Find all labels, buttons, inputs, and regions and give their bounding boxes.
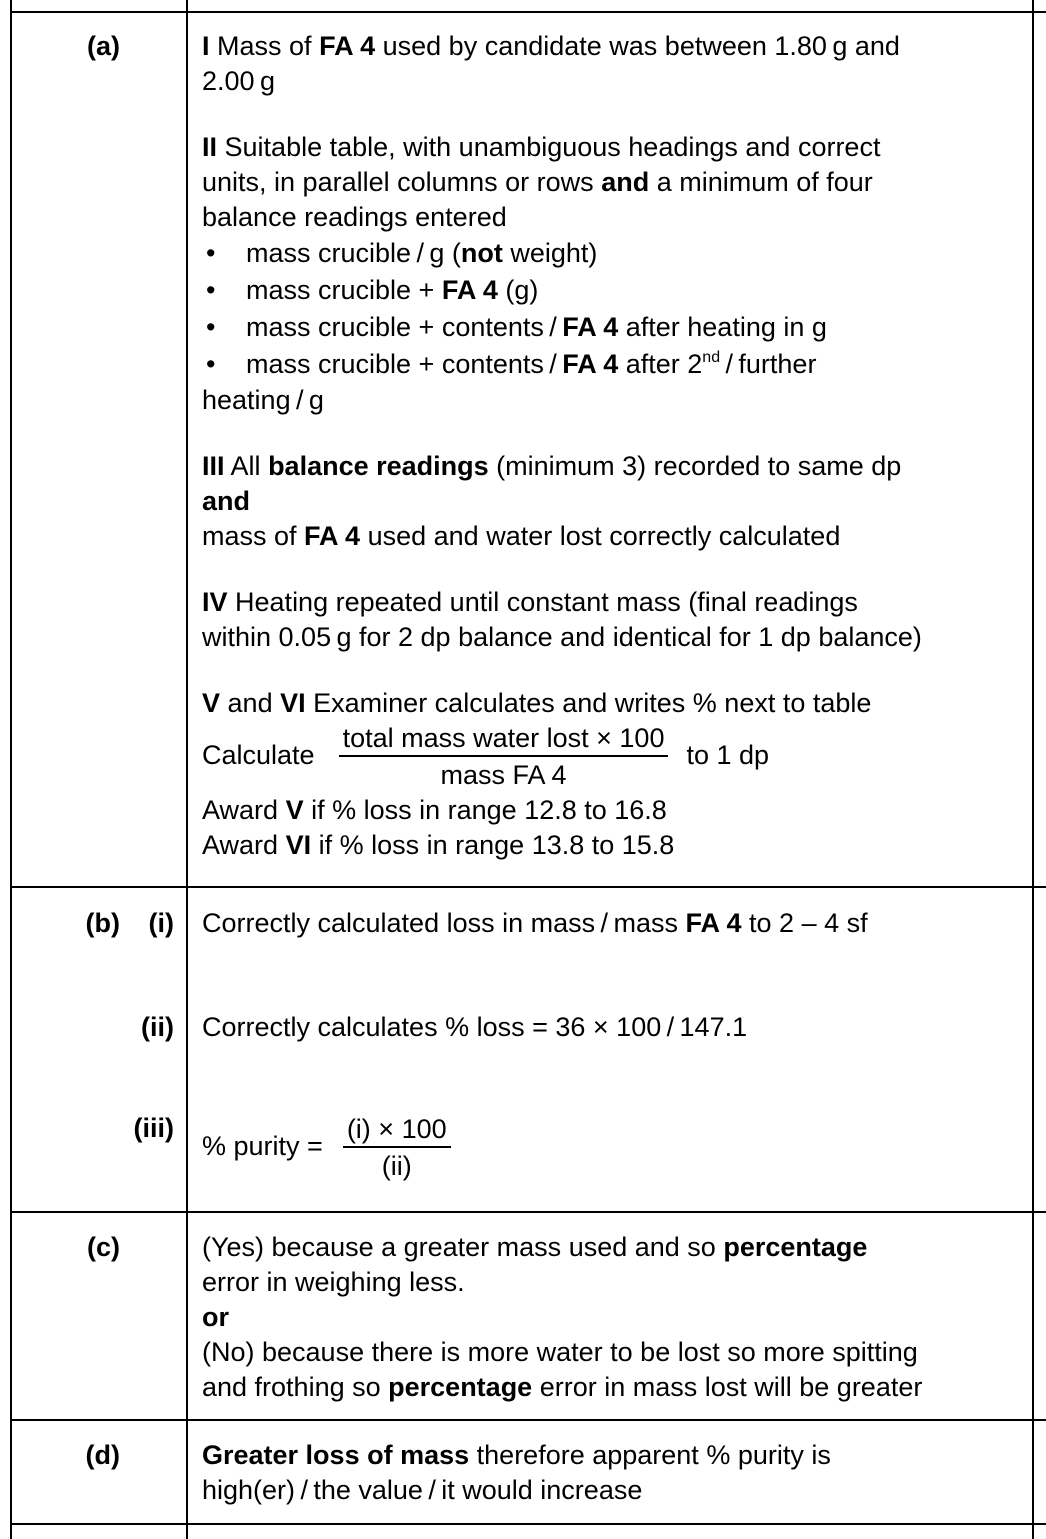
list-item: • mass crucible + contents / FA 4 after heating in g (202, 309, 1032, 346)
part-b-i-label: (i) (148, 908, 174, 938)
point-II-continued: heating / g (202, 385, 324, 415)
point-V-VI: V and VI Examiner calculates and writes % next to table (202, 688, 872, 718)
award-VI: Award VI if % loss in range 13.8 to 15.8 (202, 830, 675, 860)
purity-fraction: $\frac{(i) \times 100}{(ii)}$ (343, 1112, 451, 1184)
part-b-i-content: Correctly calculated loss in mass / mass FA 4 to 2 – 4 sf (202, 908, 868, 938)
point-I: I Mass of FA 4 used by candidate was between 1.80 g and 2.00 g (202, 31, 900, 96)
point-III: III All balance readings (minimum 3) recorded to same dp and mass of FA 4 used and water lost correctly calculated (202, 451, 902, 551)
row-top-border (10, 11, 1046, 13)
percent-loss-formula: Calculate $\frac{\text{total mass water lost × 100}}{\text{mass FA 4}}$ to 1 dp (202, 721, 1032, 793)
fraction: $\frac{\text{total mass water lost × 100}}{\text{mass FA 4}}$ (339, 721, 669, 793)
part-d-content: Greater loss of mass therefore apparent % purity is high(er) / the value / it would increase (202, 1440, 831, 1505)
part-b-ii-label: (ii) (141, 1012, 174, 1042)
part-b-iii-content: % purity = $\frac{(i) \times 100}{(ii)}$ (202, 1112, 1032, 1184)
list-item: • mass crucible + FA 4 (g) (202, 272, 1032, 309)
row-divider-a-b (10, 886, 1046, 888)
part-c-content: (Yes) because a greater mass used and so percentage error in weighing less. or (No) because there is more water to be lost so more spitting and frothing so percentage error in mass lost will be greater (202, 1232, 923, 1402)
part-b-iii-label: (iii) (133, 1113, 174, 1143)
part-a-label: (a) (87, 31, 120, 61)
heading-list (202, 235, 1032, 383)
part-b-ii-content: Correctly calculates % loss = 36 × 100 / 147.1 (202, 1012, 748, 1042)
table-column-divider (186, 0, 188, 1539)
list-item: • mass crucible / g (not weight) (202, 235, 1032, 272)
part-c-label: (c) (87, 1232, 120, 1262)
row-divider-b-c (10, 1211, 1046, 1213)
award-V: Award V if % loss in range 12.8 to 16.8 (202, 795, 667, 825)
row-divider-c-d (10, 1419, 1046, 1421)
list-item: • mass crucible + contents / FA 4 after 2nd / further (202, 346, 1032, 383)
point-II: II Suitable table, with unambiguous headings and correct units, in parallel columns or rows and a minimum of four balance readings entered (202, 132, 881, 232)
row-bottom-border (10, 1523, 1046, 1525)
table-left-border (10, 0, 12, 1539)
part-a-content (202, 29, 1032, 863)
table-right-border (1032, 0, 1034, 1539)
point-IV: IV Heating repeated until constant mass (final readings within 0.05 g for 2 dp balance and identical for 1 dp balance) (202, 587, 922, 652)
part-b-label: (b) (85, 908, 120, 938)
part-d-label: (d) (85, 1440, 120, 1470)
